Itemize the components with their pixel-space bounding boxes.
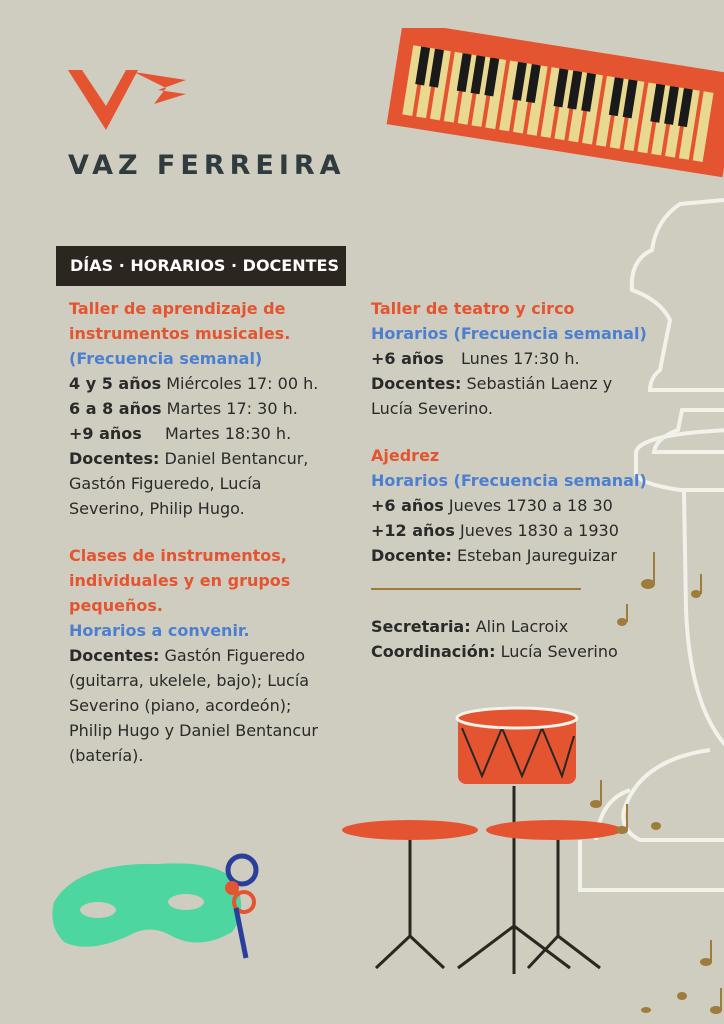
schedule-row (69, 371, 359, 396)
brand-logo-icon (66, 66, 190, 136)
ajedrez-title: Ajedrez (371, 446, 440, 465)
docentes-text: (batería). (69, 746, 144, 765)
age-label: +6 años (371, 349, 444, 368)
docentes-text: Severino, Philip Hugo. (69, 499, 245, 518)
age-label: 4 y 5 años (69, 374, 162, 393)
docentes-text: Sebastián Laenz y (466, 374, 613, 393)
coordinacion-name: Lucía Severino (500, 642, 618, 661)
taller-title: Taller de aprendizaje de (69, 299, 286, 318)
docentes-text: Philip Hugo y Daniel Bentancur (69, 721, 318, 740)
schedule-row (69, 396, 359, 421)
schedule-time: Lunes 17:30 h. (461, 349, 580, 368)
docentes-text: Daniel Bentancur, (164, 449, 309, 468)
secretaria-name: Alin Lacroix (475, 617, 569, 636)
docentes-label: Docentes: (371, 374, 462, 393)
secretaria-label: Secretaria: (371, 617, 471, 636)
schedule-time: Martes 17: 30 h. (166, 399, 298, 418)
docentes-text: Severino (piano, acordeón); (69, 696, 292, 715)
age-label: +9 años (69, 424, 142, 443)
teatro-title: Taller de teatro y circo (371, 299, 575, 318)
age-label: +12 años (371, 521, 455, 540)
clases-title-2: individuales y en grupos (69, 571, 291, 590)
docentes-label: Docentes: (69, 449, 160, 468)
section-header: DÍAS · HORARIOS · DOCENTES (56, 246, 346, 286)
clases-title: Clases de instrumentos, (69, 546, 287, 565)
teatro-frequency: Horarios (Frecuencia semanal) (371, 324, 647, 343)
schedule-time: Martes 18:30 h. (165, 424, 292, 443)
age-label: 6 a 8 años (69, 399, 162, 418)
music-note-icon (586, 540, 724, 1024)
schedule-time: Jueves 1830 a 1930 (460, 521, 619, 540)
coordinacion-label: Coordinación: (371, 642, 496, 661)
schedule-row (69, 421, 359, 446)
divider (371, 588, 581, 590)
clases-horarios: Horarios a convenir. (69, 621, 250, 640)
docentes-text: Gastón Figueredo (164, 646, 305, 665)
schedule-time: Jueves 1730 a 18 30 (448, 496, 613, 515)
brand-name: VAZ FERREIRA (68, 150, 346, 181)
age-label: +6 años (371, 496, 444, 515)
taller-title-2: instrumentos musicales. (69, 324, 291, 343)
clases-title-3: pequeños. (69, 596, 163, 615)
docentes-text: Lucía Severino. (371, 399, 493, 418)
docente-label: Docente: (371, 546, 452, 565)
schedule-time: Miércoles 17: 00 h. (166, 374, 319, 393)
left-column (69, 296, 359, 768)
ajedrez-frequency: Horarios (Frecuencia semanal) (371, 471, 647, 490)
taller-frequency: (Frecuencia semanal) (69, 349, 263, 368)
carnival-mask-illustration (48, 852, 268, 962)
docente-text: Esteban Jaureguizar (457, 546, 618, 565)
docentes-text: (guitarra, ukelele, bajo); Lucía (69, 671, 310, 690)
docentes-text: Gastón Figueredo, Lucía (69, 474, 262, 493)
drum-kit-illustration (338, 706, 628, 980)
docentes-label: Docentes: (69, 646, 160, 665)
keyboard-illustration (384, 28, 724, 178)
